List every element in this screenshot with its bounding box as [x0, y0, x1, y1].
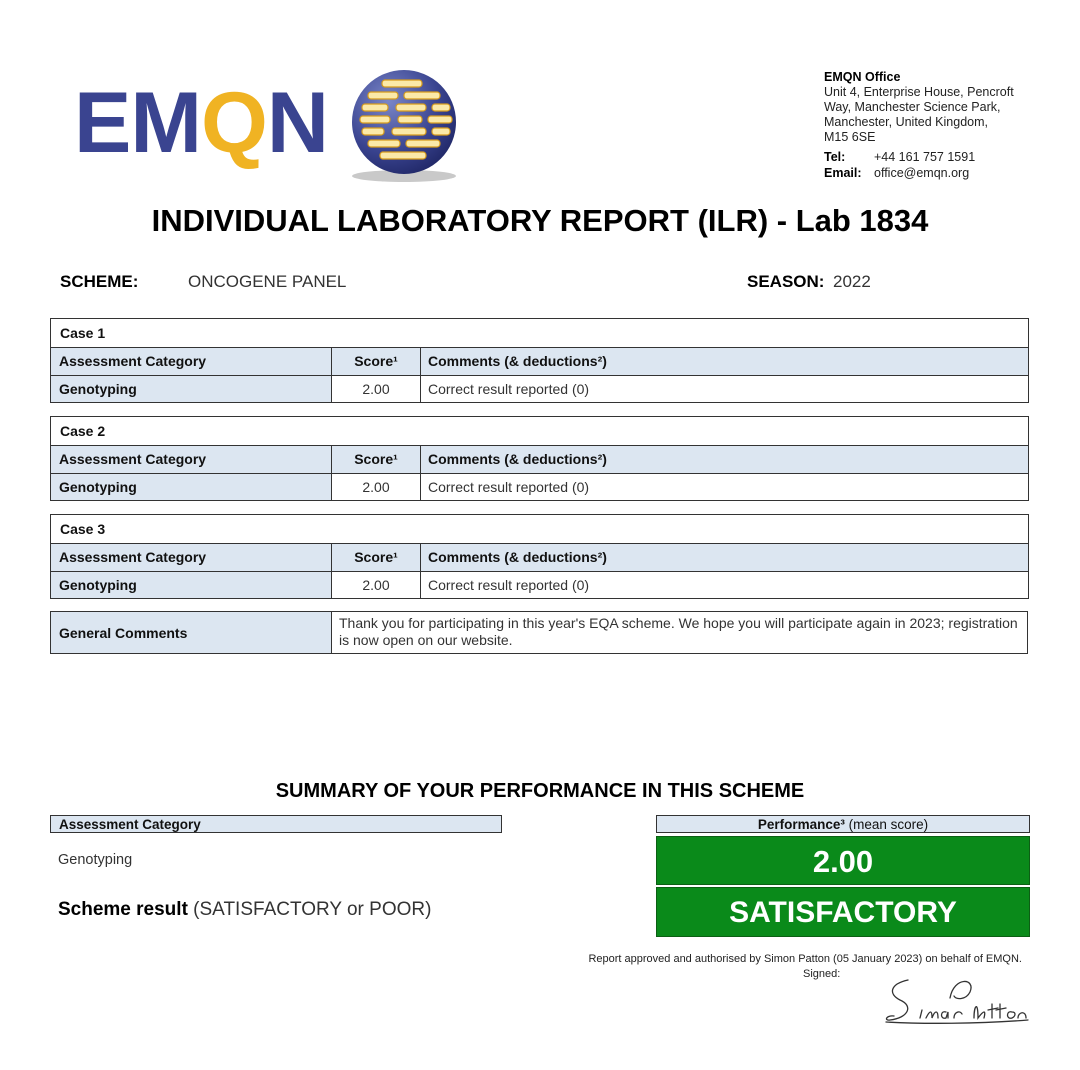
case-title: Case 3 [51, 515, 1028, 544]
general-comments-text: Thank you for participating in this year's EQA scheme. We hope you will participate again in 2023; registration is now open on our website. [339, 615, 1018, 648]
scheme-result-options: (SATISFACTORY or POOR) [187, 899, 432, 920]
emqn-logo [70, 68, 470, 186]
summary-category-header: Assessment Category [50, 815, 502, 833]
general-comments-box [50, 611, 1028, 654]
tel-value: +44 161 757 1591 [874, 150, 976, 164]
performance-note: (mean score) [844, 817, 929, 832]
globe-icon [340, 68, 465, 186]
cell-score: 2.00 [332, 376, 421, 402]
case-title: Case 2 [51, 417, 1028, 446]
cell-category: Genotyping [51, 474, 332, 500]
table-row [51, 474, 1028, 500]
season-label: SEASON: [747, 272, 825, 291]
signed-label: Signed: [803, 968, 841, 980]
signature-image [880, 970, 1030, 1030]
cell-comment: Correct result reported (0) [428, 381, 590, 397]
cell-score: 2.00 [332, 474, 421, 500]
table-header-row [51, 446, 1028, 474]
office-address-line: Manchester, United Kingdom, [824, 115, 988, 129]
header-score: Score¹ [332, 544, 421, 571]
cell-category: Genotyping [51, 376, 332, 402]
office-address-line: Unit 4, Enterprise House, Pencroft [824, 85, 1014, 99]
general-comments-label: General Comments [51, 612, 332, 653]
performance-label: Performance³ [757, 817, 845, 832]
office-address-block [824, 70, 1054, 181]
summary-category: Genotyping [58, 852, 133, 868]
header-category: Assessment Category [51, 544, 332, 571]
scheme-result-title: Scheme result [58, 899, 188, 920]
header-score: Score¹ [332, 446, 421, 473]
table-header-row [51, 348, 1028, 376]
email-value[interactable]: office@emqn.org [874, 166, 970, 180]
approval-statement: Report approved and authorised by Simon Patton (05 January 2023) on behalf of EMQN. [588, 953, 1022, 965]
office-address-line: M15 6SE [824, 130, 876, 144]
report-title: INDIVIDUAL LABORATORY REPORT (ILR) - Lab 1834 [151, 203, 929, 238]
case-table [50, 416, 1029, 501]
header-category: Assessment Category [51, 446, 332, 473]
case-table [50, 318, 1029, 403]
cell-category: Genotyping [51, 572, 332, 598]
scheme-result-label [58, 899, 431, 921]
scheme-result-box: SATISFACTORY [656, 887, 1030, 937]
mean-score-box: 2.00 [656, 836, 1030, 885]
cell-score: 2.00 [332, 572, 421, 598]
header-score: Score¹ [332, 348, 421, 375]
table-row [51, 572, 1028, 598]
tel-label: Tel: [824, 150, 846, 164]
office-address-line: Way, Manchester Science Park, [824, 100, 1001, 114]
scheme-value: ONCOGENE PANEL [188, 272, 347, 291]
summary-title: SUMMARY OF YOUR PERFORMANCE IN THIS SCHEME [275, 780, 805, 802]
table-header-row [51, 544, 1028, 572]
email-label: Email: [824, 166, 862, 180]
header-comments: Comments (& deductions²) [428, 353, 607, 369]
header-category: Assessment Category [51, 348, 332, 375]
case-table [50, 514, 1029, 599]
cell-comment: Correct result reported (0) [428, 479, 590, 495]
header-comments: Comments (& deductions²) [428, 549, 607, 565]
scheme-label: SCHEME: [60, 272, 139, 291]
case-title: Case 1 [51, 319, 1028, 348]
office-name: EMQN Office [824, 70, 901, 84]
cell-comment: Correct result reported (0) [428, 577, 590, 593]
header-comments: Comments (& deductions²) [428, 451, 607, 467]
season-value: 2022 [833, 272, 871, 291]
table-row [51, 376, 1028, 402]
summary-performance-header [656, 815, 1030, 833]
logo-wordmark: EMQN [74, 75, 329, 171]
